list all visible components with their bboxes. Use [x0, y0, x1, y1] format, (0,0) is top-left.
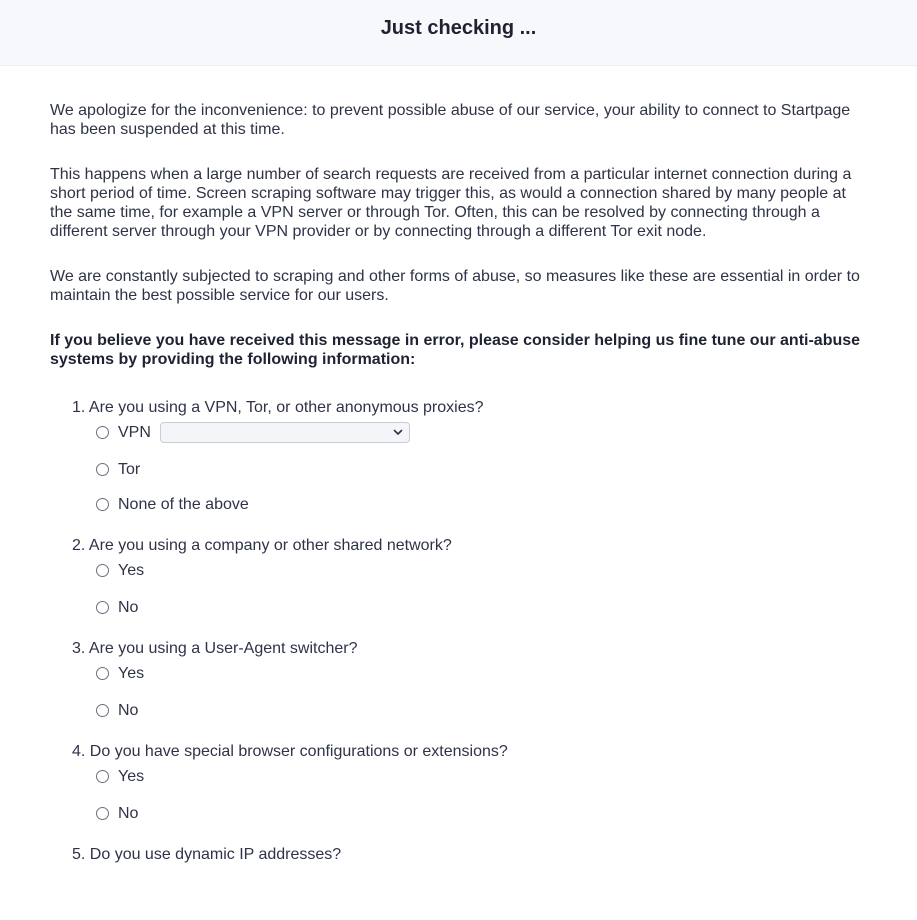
option-label: Yes — [118, 767, 145, 785]
option-yes[interactable] — [96, 555, 867, 585]
questionnaire — [50, 398, 867, 864]
page-header — [0, 0, 917, 66]
radio-button[interactable] — [96, 667, 109, 680]
option-label: Tor — [118, 461, 141, 478]
main-content — [0, 66, 917, 864]
option-vpn[interactable] — [96, 417, 867, 447]
option-no[interactable] — [96, 688, 867, 728]
option-label: Yes — [118, 561, 145, 579]
question-proxy — [72, 398, 867, 522]
option-label: No — [118, 599, 139, 616]
apology-paragraph: We apologize for the inconvenience: to prevent possible abuse of our service, your ability to connect to Startpage has been suspended at this time. — [50, 102, 851, 138]
radio-button[interactable] — [96, 498, 109, 511]
question-text: 4. Do you have special browser configurations or extensions? — [72, 743, 508, 760]
vpn-provider-select[interactable] — [160, 422, 410, 443]
radio-button[interactable] — [96, 601, 109, 614]
chevron-down-icon — [393, 426, 403, 438]
question-shared-network — [72, 536, 867, 625]
option-label: No — [118, 702, 139, 719]
option-tor[interactable] — [96, 447, 867, 487]
abuse-paragraph: We are constantly subjected to scraping and other forms of abuse, so measures like these are essential in order to maintain the best possible service for our users. — [50, 268, 860, 304]
option-no[interactable] — [96, 585, 867, 625]
option-label: Yes — [118, 664, 145, 682]
radio-button[interactable] — [96, 704, 109, 717]
question-browser-config — [72, 742, 867, 831]
feedback-prompt: If you believe you have received this message in error, please consider helping us fine tune our anti-abuse systems by providing the following information: — [50, 332, 861, 368]
explanation-paragraph: This happens when a large number of search requests are received from a particular internet connection during a short period of time. Screen scraping software may trigger this, as would a connection shared by many people at the same time, for example a VPN server or through Tor. Often, this can be resolved by connecting through a different server through your VPN provider or by connecting through a different Tor exit node. — [50, 166, 852, 240]
question-text: 1. Are you using a VPN, Tor, or other anonymous proxies? — [72, 399, 484, 416]
option-label: None of the above — [118, 496, 249, 513]
question-text: 3. Are you using a User-Agent switcher? — [72, 640, 358, 657]
question-text: 2. Are you using a company or other shared network? — [72, 537, 452, 554]
option-no[interactable] — [96, 791, 867, 831]
option-yes[interactable] — [96, 658, 867, 688]
question-text: 5. Do you use dynamic IP addresses? — [72, 846, 342, 863]
option-label: No — [118, 805, 139, 822]
radio-button[interactable] — [96, 807, 109, 820]
option-label: VPN — [118, 423, 151, 441]
radio-button[interactable] — [96, 770, 109, 783]
radio-button[interactable] — [96, 564, 109, 577]
question-user-agent — [72, 639, 867, 728]
question-dynamic-ip — [72, 845, 867, 864]
page-title: Just checking ... — [380, 17, 537, 39]
radio-button[interactable] — [96, 463, 109, 476]
option-none[interactable] — [96, 487, 867, 522]
radio-button[interactable] — [96, 426, 109, 439]
option-yes[interactable] — [96, 761, 867, 791]
